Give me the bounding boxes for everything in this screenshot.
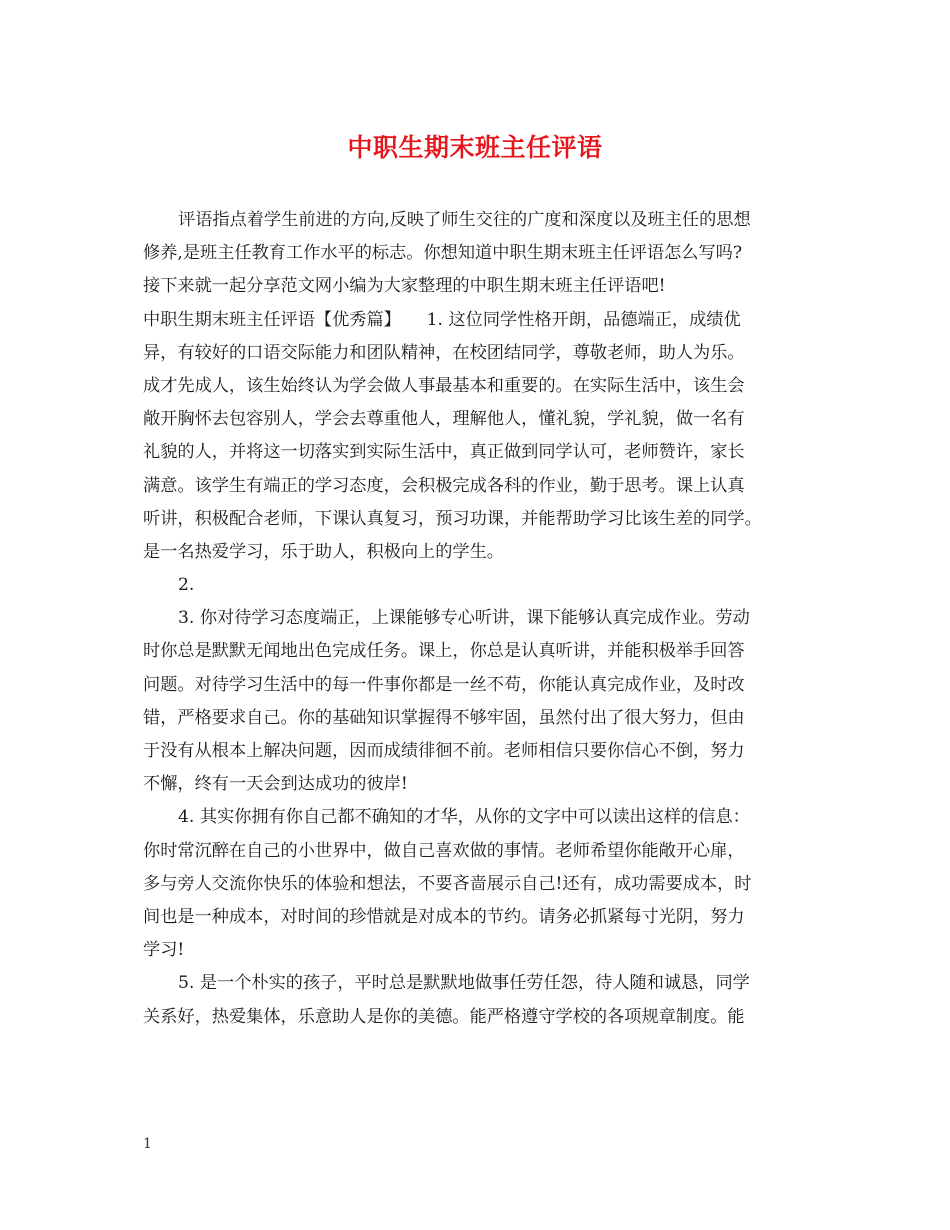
text-line: 3. 你对待学习态度端正，上课能够专心听讲，课下能够认真完成作业。劳动: [178, 608, 750, 629]
text-line: 听讲，积极配合老师，下课认真复习，预习功课，并能帮助学习比该生差的同学。: [143, 508, 762, 529]
text-line: 学习!: [143, 940, 185, 961]
document-body: [143, 204, 811, 1034]
text-line: 接下来就一起分享范文网小编为大家整理的中职生期末班主任评语吧!: [143, 276, 666, 297]
text-line: 多与旁人交流你快乐的体验和想法，不要吝啬展示自己!还有，成功需要成本，时: [143, 873, 752, 894]
text-line: 关系好，热爱集体，乐意助人是你的美德。能严格遵守学校的各项规章制度。能: [143, 1006, 745, 1027]
text-line: 满意。该学生有端正的学习态度，会积极完成各科的作业，勤于思考。课上认真: [143, 475, 745, 496]
text-line: 中职生期末班主任评语【优秀篇】 1. 这位同学性格开朗，品德端正，成绩优: [143, 309, 741, 330]
text-line: 礼貌的人，并将这一切落实到实际生活中，真正做到同学认可，老师赞许，家长: [143, 442, 745, 463]
text-line: 评语指点着学生前进的方向,反映了师生交往的广度和深度以及班主任的思想: [178, 210, 751, 230]
document-title: 中职生期末班主任评语: [347, 133, 603, 162]
text-line: 5. 是一个朴实的孩子，平时总是默默地做事任劳任怨，待人随和诚恳，同学: [178, 973, 750, 994]
text-line: 敞开胸怀去包容别人，学会去尊重他人，理解他人，懂礼貌，学礼貌，做一名有: [143, 409, 745, 430]
text-line: 修养,是班主任教育工作水平的标志。你想知道中职生期末班主任评语怎么写吗?: [143, 243, 743, 264]
text-line: 时你总是默默无闻地出色完成任务。课上，你总是认真听讲，并能积极举手回答: [143, 641, 745, 662]
text-line: 间也是一种成本，对时间的珍惜就是对成本的节约。请务必抓紧每寸光阴，努力: [143, 906, 745, 927]
text-line: 于没有从根本上解决问题，因而成绩徘徊不前。老师相信只要你信心不倒，努力: [143, 741, 745, 761]
text-line: 4. 其实你拥有你自己都不确知的才华，从你的文字中可以读出这样的信息：: [178, 807, 750, 828]
text-line: 异，有较好的口语交际能力和团队精神，在校团结同学，尊敬老师，助人为乐。: [143, 342, 745, 363]
text-line: 不懈，终有一天会到达成功的彼岸!: [143, 774, 408, 795]
text-line: 成才先成人，该生始终认为学会做人事最基本和重要的。在实际生活中，该生会: [143, 375, 745, 396]
text-line: 你时常沉醉在自己的小世界中，做自己喜欢做的事情。老师希望你能敞开心扉，: [143, 840, 745, 861]
text-line: 2.: [178, 575, 195, 596]
text-line: 错，严格要求自己。你的基础知识掌握得不够牢固，虽然付出了很大努力，但由: [143, 707, 745, 728]
text-line: 问题。对待学习生活中的每一件事你都是一丝不苟，你能认真完成作业，及时改: [143, 674, 745, 695]
page-number: 1: [143, 1136, 152, 1152]
text-line: 是一名热爱学习，乐于助人，积极向上的学生。: [143, 541, 504, 562]
